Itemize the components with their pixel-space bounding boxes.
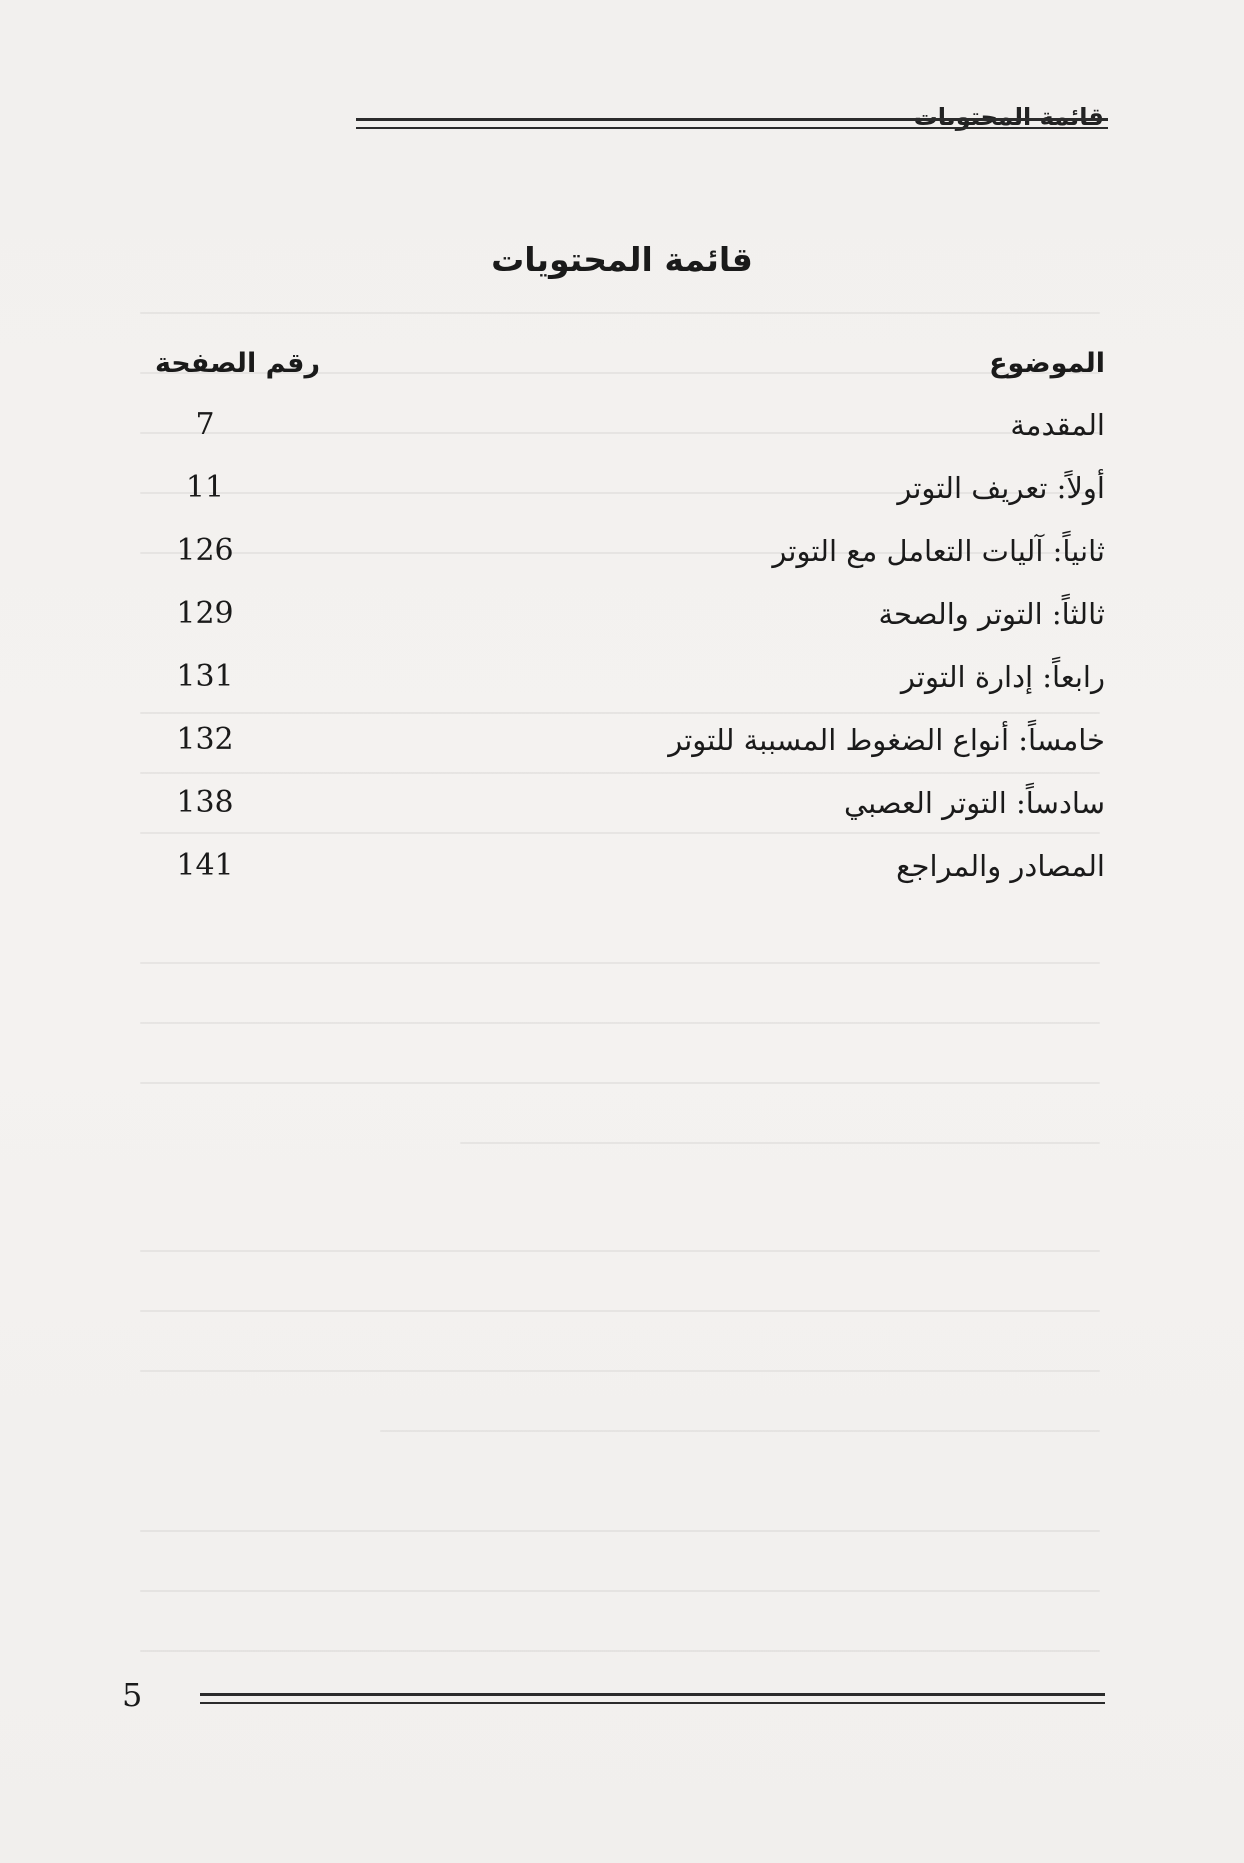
topic-column-header: الموضوع [989, 347, 1105, 379]
running-head: قائمة المحتويات [913, 103, 1104, 131]
toc-entry-title: رابعاً: إدارة التوتر [900, 659, 1105, 694]
bleed-through-line [140, 1310, 1100, 1312]
bleed-through-line [140, 312, 1100, 314]
table-of-contents [130, 333, 1105, 897]
toc-entry [130, 834, 1105, 897]
toc-entry-page: 131 [176, 659, 234, 694]
toc-entry-title: أولاً: تعريف التوتر [897, 470, 1105, 505]
footer-rule [200, 1693, 1105, 1704]
toc-entry-title: المصادر والمراجع [896, 848, 1105, 883]
bleed-through-line [140, 962, 1100, 964]
bleed-through-line [140, 1590, 1100, 1592]
header-rule [356, 118, 1108, 129]
toc-entry [130, 708, 1105, 771]
toc-entry-title: ثالثاً: التوتر والصحة [878, 596, 1105, 631]
toc-entry-title: سادساً: التوتر العصبي [843, 785, 1105, 820]
toc-entry [130, 771, 1105, 834]
toc-entry-page: 11 [185, 470, 225, 505]
toc-entry [130, 456, 1105, 519]
toc-entry-title: ثانياً: آليات التعامل مع التوتر [772, 533, 1105, 568]
toc-entry [130, 519, 1105, 582]
bleed-through-line [140, 1530, 1100, 1532]
toc-entry-page: 129 [176, 596, 234, 631]
toc-header-row [130, 333, 1105, 393]
page-number: 5 [122, 1676, 143, 1714]
bleed-through-line [140, 1370, 1100, 1372]
toc-entry-page: 126 [176, 533, 234, 568]
toc-entry-page: 7 [195, 407, 215, 442]
bleed-through-line [140, 1250, 1100, 1252]
bleed-through-line [140, 1022, 1100, 1024]
toc-entry-title: المقدمة [1010, 407, 1105, 442]
bleed-through-line [140, 1082, 1100, 1084]
bleed-through-line [460, 1142, 1100, 1144]
toc-entry-page: 141 [176, 848, 234, 883]
toc-entry-page: 138 [176, 785, 234, 820]
bleed-through-line [380, 1430, 1100, 1432]
toc-entry [130, 645, 1105, 708]
toc-entry [130, 582, 1105, 645]
bleed-through-line [140, 1650, 1100, 1652]
toc-entry-title: خامساً: أنواع الضغوط المسببة للتوتر [668, 722, 1105, 757]
toc-entry-page: 132 [176, 722, 234, 757]
page-column-header: رقم الصفحة [154, 347, 320, 379]
toc-entry [130, 393, 1105, 456]
page-title: قائمة المحتويات [491, 240, 753, 279]
